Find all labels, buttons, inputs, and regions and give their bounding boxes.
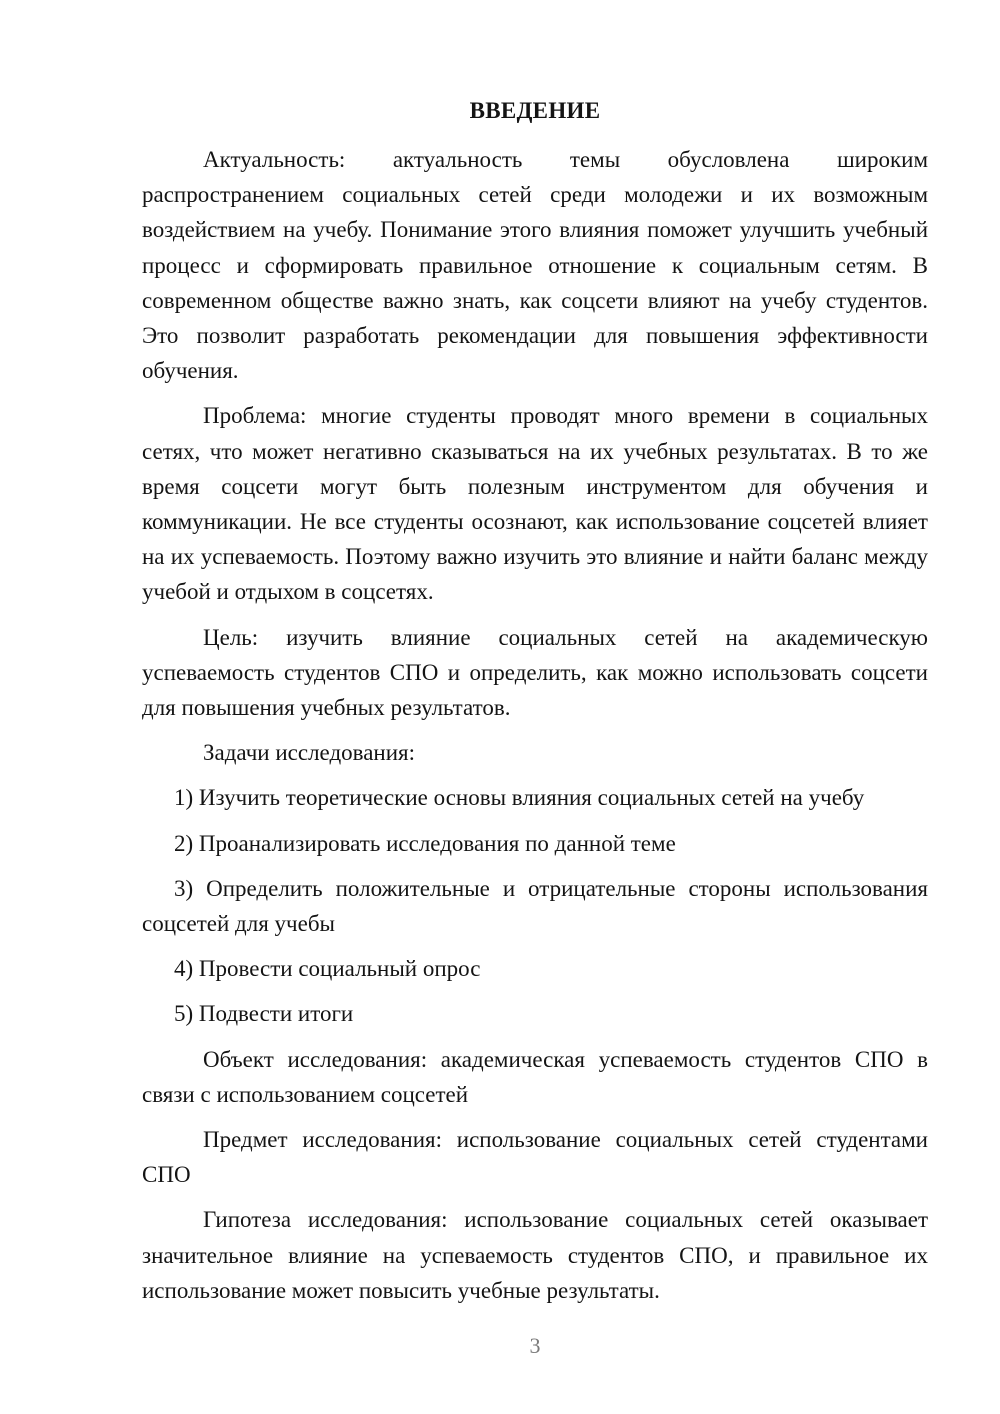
task-item-4: 4) Провести социальный опрос — [174, 956, 481, 982]
task-item-5: 5) Подвести итоги — [174, 1001, 354, 1027]
object-paragraph: Объект исследования: академическая успеваемость студентов СПО в связи с использованием соцсетей — [142, 1046, 928, 1107]
page-number: 3 — [529, 1333, 541, 1358]
subject-paragraph: Предмет исследования: использование социальных сетей студентами СПО — [142, 1127, 928, 1188]
task-item-3: 3) Определить положительные и отрицательные стороны использования соцсетей для учебы — [142, 875, 928, 937]
tasks-heading: Задачи исследования: — [203, 740, 416, 766]
goal-paragraph: Цель: изучить влияние социальных сетей на академическую успеваемость студентов СПО и определить, как можно использовать соцсети для повышения учебных результатов. — [142, 624, 928, 721]
task-item-2: 2) Проанализировать исследования по данной теме — [174, 830, 676, 856]
page-title: ВВЕДЕНИЕ — [469, 98, 601, 123]
document-body — [142, 142, 928, 1308]
problem-paragraph: Проблема: многие студенты проводят много времени в социальных сетях, что может негативно сказываться на их учебных результатах. В то же время соцсети могут быть полезным инструментом для обучения и коммуникации. Не все студенты осознают, как использование соцсетей влияет на их успеваемость. Поэтому важно изучить это влияние и найти баланс между учебой и отдыхом в соцсетях. — [142, 403, 928, 605]
relevance-paragraph: Актуальность: актуальность темы обусловлена широким распространением социальных сетей среди молодежи и их возможным воздействием на учебу. Понимание этого влияния поможет улучшить учебный процесс и сформировать правильное отношение к социальным сетям. В современном обществе важно знать, как соцсети влияют на учебу студентов. Это позволит разработать рекомендации для повышения эффективности обучения. — [142, 147, 928, 384]
hypothesis-paragraph: Гипотеза исследования: использование социальных сетей оказывает значительное влияние на успеваемость студентов СПО, и правильное их использование может повысить учебные результаты. — [142, 1207, 928, 1303]
task-item-1: 1) Изучить теоретические основы влияния социальных сетей на учебу — [174, 785, 865, 811]
